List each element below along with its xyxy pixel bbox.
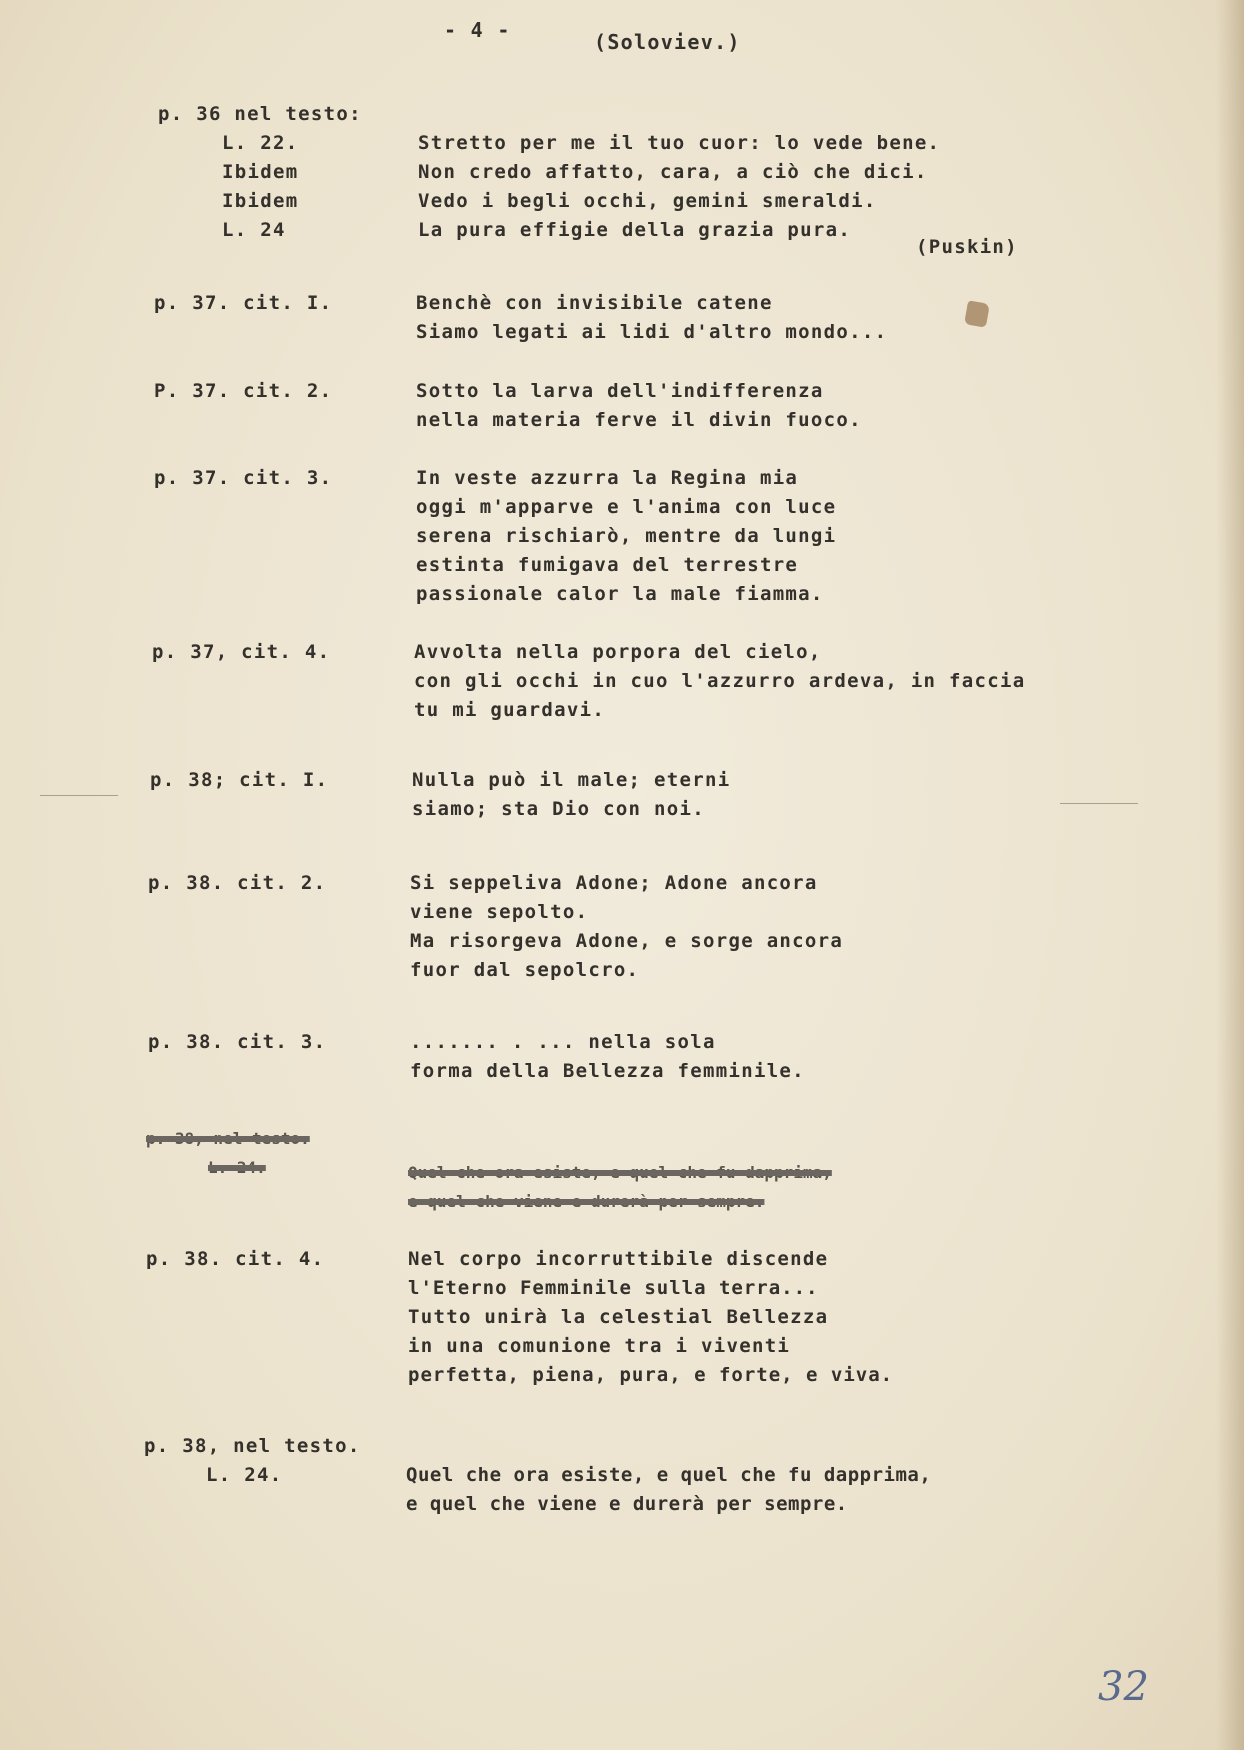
quote-line: Tutto unirà la celestial Bellezza [408,1306,829,1328]
quote-line: Si seppeliva Adone; Adone ancora [410,872,818,894]
quote-line: e quel che viene e durerà per sempre. [406,1493,848,1515]
quote-line: viene sepolto. [410,901,589,923]
struck-entry-ref: p. 38, nel testo. [146,1129,310,1148]
entry-ref: p. 37. cit. I. [154,292,333,314]
entry-ref: Ibidem [222,161,299,183]
quote-line: in una comunione tra i viventi [408,1335,791,1357]
entry-ref: p. 38; cit. I. [150,769,329,791]
quote-line: Nel corpo incorruttibile discende [408,1248,829,1270]
entry-ref: L. 22. [222,132,299,154]
quote-line: perfetta, piena, pura, e forte, e viva. [408,1364,894,1386]
quote-line: siamo; sta Dio con noi. [412,798,705,820]
entry-ref: p. 38, nel testo. [144,1435,361,1457]
handwritten-page-number: 32 [1098,1664,1149,1710]
entry-ref: p. 36 nel testo: [158,103,362,125]
entry-ref: L. 24. [206,1464,283,1486]
entry-ref: p. 37. cit. 3. [154,467,333,489]
entry-ref: p. 38. cit. 2. [148,872,327,894]
quote-line: Benchè con invisibile catene [416,292,773,314]
quote-line: serena rischiarò, mentre da lungi [416,525,837,547]
quote-line: ....... . ... nella sola [410,1031,716,1053]
fold-mark-right [1060,803,1138,804]
author-header: (Soloviev.) [594,30,741,54]
quote-line: Stretto per me il tuo cuor: lo vede bene. [418,132,941,154]
quote-line: Non credo affatto, cara, a ciò che dici. [418,161,928,183]
quote-line: oggi m'apparve e l'anima con luce [416,496,837,518]
quote-line: Ma risorgeva Adone, e sorge ancora [410,930,844,952]
fold-mark-left [40,795,118,796]
paper-stain [964,300,990,327]
quote-line: In veste azzurra la Regina mia [416,467,799,489]
quote-line: Siamo legati ai lidi d'altro mondo... [416,321,888,343]
quote-line: nella materia ferve il divin fuoco. [416,409,862,431]
struck-entry-ref: L. 24. [208,1158,266,1177]
quote-line: con gli occhi in cuo l'azzurro ardeva, in faccia [414,670,1026,692]
quote-line: Quel che ora esiste, e quel che fu dapprima, [406,1464,932,1486]
page-number-header: - 4 - [444,18,511,42]
entry-ref: L. 24 [222,219,286,241]
entry-ref: p. 38. cit. 4. [146,1248,325,1270]
quote-line: fuor dal sepolcro. [410,959,640,981]
entry-ref: P. 37. cit. 2. [154,380,333,402]
quote-line: Sotto la larva dell'indifferenza [416,380,824,402]
struck-quote-line: Quel che ora esiste, e quel che fu dapprima, [408,1163,832,1182]
quote-line: l'Eterno Femminile sulla terra... [408,1277,819,1299]
entry-ref: p. 37, cit. 4. [152,641,331,663]
attribution: (Puskin) [916,236,1018,258]
quote-line: passionale calor la male fiamma. [416,583,824,605]
struck-quote-line: e quel che viene e durerà per sempre. [408,1192,765,1211]
entry-ref: Ibidem [222,190,299,212]
quote-line: La pura effigie della grazia pura. [418,219,852,241]
quote-line: Nulla può il male; eterni [412,769,731,791]
quote-line: Avvolta nella porpora del cielo, [414,641,822,663]
entry-ref: p. 38. cit. 3. [148,1031,327,1053]
quote-line: estinta fumigava del terrestre [416,554,799,576]
quote-line: Vedo i begli occhi, gemini smeraldi. [418,190,877,212]
quote-line: forma della Bellezza femminile. [410,1060,805,1082]
quote-line: tu mi guardavi. [414,699,606,721]
